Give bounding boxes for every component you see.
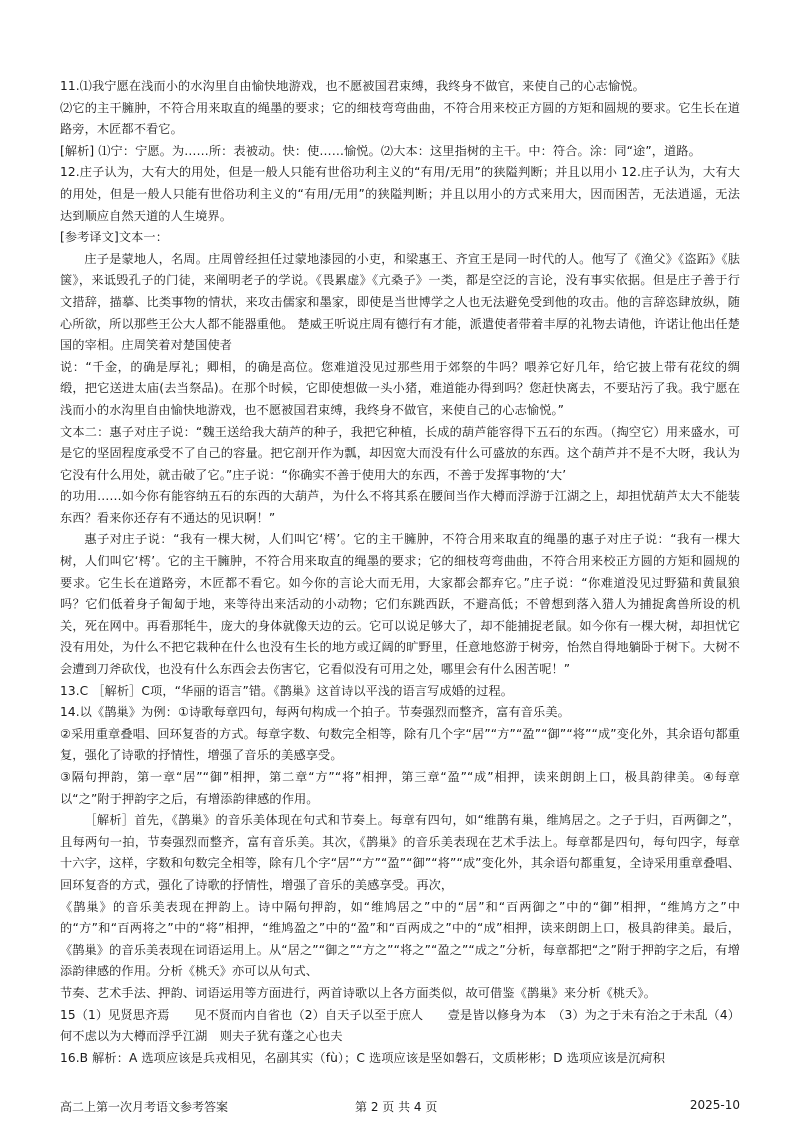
q11-answer-1: 11.⑴我宁愿在浅而小的水沟里自由愉快地游戏，也不愿被国君束缚，我终身不做官，来使自己的心志愉悦。 xyxy=(60,79,645,93)
q16-answer: 16.B 解析：A 选项应该是兵戎相见，名副其实（fù）；C 选项应该是坚如磐石，文质彬彬；D 选项应该是沉疴积 xyxy=(60,1050,666,1065)
q11-answer-2: ⑵它的主干臃肿，不符合用来取直的绳墨的要求；它的细枝弯弯曲曲，不符合用来校正方圆的方矩和圆规的要求。它生长在道路旁，木匠都不看它。 xyxy=(60,100,740,137)
translation-text-two-cont: 的功用……如今你有能容纳五石的东西的大葫芦，为什么不将其系在腰间当作大樽而浮游于江湖之上，却担忧葫芦太大不能装东西？看来你还存有不通达的见识啊！” xyxy=(60,489,740,525)
translation-text-one-cont: 说：“千金，的确是厚礼；卿相，的确是高位。您难道没见过那些用于郊祭的牛吗？喂养它好几年，给它披上带有花纹的绸缎，把它送进太庙(去当祭品)。在那个时候，它即使想做一头小猪，难道能办得到吗？您赶快离去，不要玷污了我。我宁愿在浅而小的水沟里自由愉快地游戏，也不愿被国君束缚，我终身不做官，来使自己的心志愉悦。” xyxy=(60,359,740,417)
footer-date: 2025-10 xyxy=(689,1098,740,1112)
q15-answer: 15（1）见贤思齐焉 见不贤而内自省也（2）自天子以至于庶人 壹是皆以修身为本 （3）为之于未有治之于未乱（4）何不虑以为大樽而浮乎江湖 则夫子犹有蓬之心也夫 xyxy=(60,1007,740,1044)
q12-answer: 12.庄子认为，大有大的用处，但是一般人只能有世俗功利主义的“有用/无用”的狭隘判断；并且以用小 12.庄子认为，大有大的用处，但是一般人只能有世俗功利主义的“有用/无用”的狭隘判断；并且以用小的方式来用大，因而困苦，无法逍遥，无法达到顺应自然天道的人生境界。 xyxy=(60,165,740,223)
translation-heading: [参考译文]文本一： xyxy=(60,230,169,245)
page-footer xyxy=(60,1098,740,1118)
answer-document xyxy=(60,76,740,1069)
q14-answer-2: ②采用重章叠唱、回环复沓的方式。每章字数、句数完全相等，除有几个字“居”“方”“盈”“御”“将”“成”变化外，其余语句都重复，强化了诗歌的抒情性，增强了音乐的美感享受。 xyxy=(60,726,740,763)
q14-answer-3: ③隔句押韵，第一章“居”“御”相押，第二章“方”“将”相押，第三章“盈”“成”相押，读来朗朗上口，极具韵律美。④每章以“之”附于押韵字之后，有增添韵律感的作用。 xyxy=(60,770,740,806)
translation-text-two: 文本二：惠子对庄子说：“魏王送给我大葫芦的种子，我把它种植，长成的葫芦能容得下五石的东西。（掏空它）用来盛水，可是它的坚固程度承受不了自己的容量。把它剖开作为瓢，却因宽大而没有什么可盛放的东西。这个葫芦并不是不大呀，我认为它没有什么用处，就击破了它。”庄子说：“你确实不善于使用大的东西，不善于发挥事物的‘大’ xyxy=(60,424,740,482)
page-number: 第 2 页 共 4 页 xyxy=(355,1100,438,1114)
q14-analysis-3: 节奏、艺术手法、押韵、词语运用等方面进行，两首诗歌以上各方面类似，故可借鉴《鹊巢》来分析《桃夭》。 xyxy=(60,985,656,1000)
q13-answer: 13.C ［解析］C项，“华丽的语言”错。《鹊巢》这首诗以平浅的语言写成婚的过程。 xyxy=(60,683,514,698)
q14-analysis-1: ［解析］首先，《鹊巢》的音乐美体现在句式和节奏上。每章有四句，如“维鹊有巢，维鸠居之。之子于归，百两御之”，且每两句一拍，节奏强烈而整齐，富有音乐美。其次，《鹊巢》的音乐美表现在艺术手法上。每章都是四句，每句四字，每章十六字，这样，字数和句数完全相等，除有几个字“居”“方”“盈”“御”“将”“成”变化外，其余语句都重复，全诗采用重章叠唱、回环复沓的方式，强化了诗歌的抒情性，增强了音乐的美感享受。再次， xyxy=(60,813,740,892)
translation-text-three: 惠子对庄子说：“我有一棵大树，人们叫它‘樗’。它的主干臃肿，不符合用来取直的绳墨的惠子对庄子说：“我有一棵大树，人们叫它‘樗’。它的主干臃肿，不符合用来取直的绳墨的要求；它的细枝弯弯曲曲，不符合用来校正方圆的方矩和圆规的要求。它生长在道路旁，木匠都不看它。如今你的言论大而无用，大家都会都弃它。”庄子说：“你难道没见过野猫和黄鼠狼吗？它们低着身子匍匐于地，来等待出来活动的小动物；它们东跳西跃，不避高低；不曾想到落入猎人为捕捉禽兽所设的机关，死在网中。再看那牦牛，庞大的身体就像天边的云。它可以说足够大了，却不能捕捉老鼠。如今你有一棵大树，却担忧它没有用处，为什么不把它栽种在什么也没有生长的地方或辽阔的旷野里，任意地悠游于树旁，怡然自得地躺卧于树下。大树不会遭到刀斧砍伐，也没有什么东西会去伤害它，它看似没有可用之处，哪里会有什么困苦呢！” xyxy=(60,532,740,677)
footer-title: 高二上第一次月考语文参考答案 xyxy=(60,1100,229,1114)
q14-analysis-2: 《鹊巢》的音乐美表现在押韵上。诗中隔句押韵，如“维鸠居之”中的“居”和“百两御之”中的“御”相押，“维鸠方之”中的“方”和“百两将之”中的“将”相押，“维鸠盈之”中的“盈”和“百两成之”中的“成”相押，读来朗朗上口，极具韵律美。最后，《鹊巢》的音乐美表现在词语运用上。从“居之”“御之”“方之”“将之”“盈之”“成之”分析，每章都把“之”附于押韵字之后，有增添韵律感的作用。分析《桃夭》亦可以从句式、 xyxy=(60,899,740,979)
q11-analysis: [解析] ⑴宁：宁愿。为……所：表被动。快：使……愉悦。⑵大本：这里指树的主干。中：符合。涂：同“途”，道路。 xyxy=(60,143,701,158)
q14-answer-1: 14.以《鹊巢》为例：①诗歌每章四句，每两句构成一个拍子。节奏强烈而整齐，富有音乐美。 xyxy=(60,705,570,720)
translation-text-one: 庄子是蒙地人，名周。庄周曾经担任过蒙地漆园的小吏，和梁惠王、齐宣王是同一时代的人。他写了《渔父》《盗跖》《胠箧》，来诋毁孔子的门徒，来阐明老子的学说。《畏累虚》《亢桑子》一类，都是空泛的言论，没有事实依据。但是庄子善于行文措辞，描摹、比类事物的情状，来攻击儒家和墨家，即使是当世博学之人也无法避免受到他的攻击。他的言辞恣肆放纵，随心所欲，所以那些王公大人都不能器重他。 楚威王听说庄周有德行有才能，派遣使者带着丰厚的礼物去请他，许诺让他出任楚国的宰相。庄周笑着对楚国使者 xyxy=(60,251,740,353)
